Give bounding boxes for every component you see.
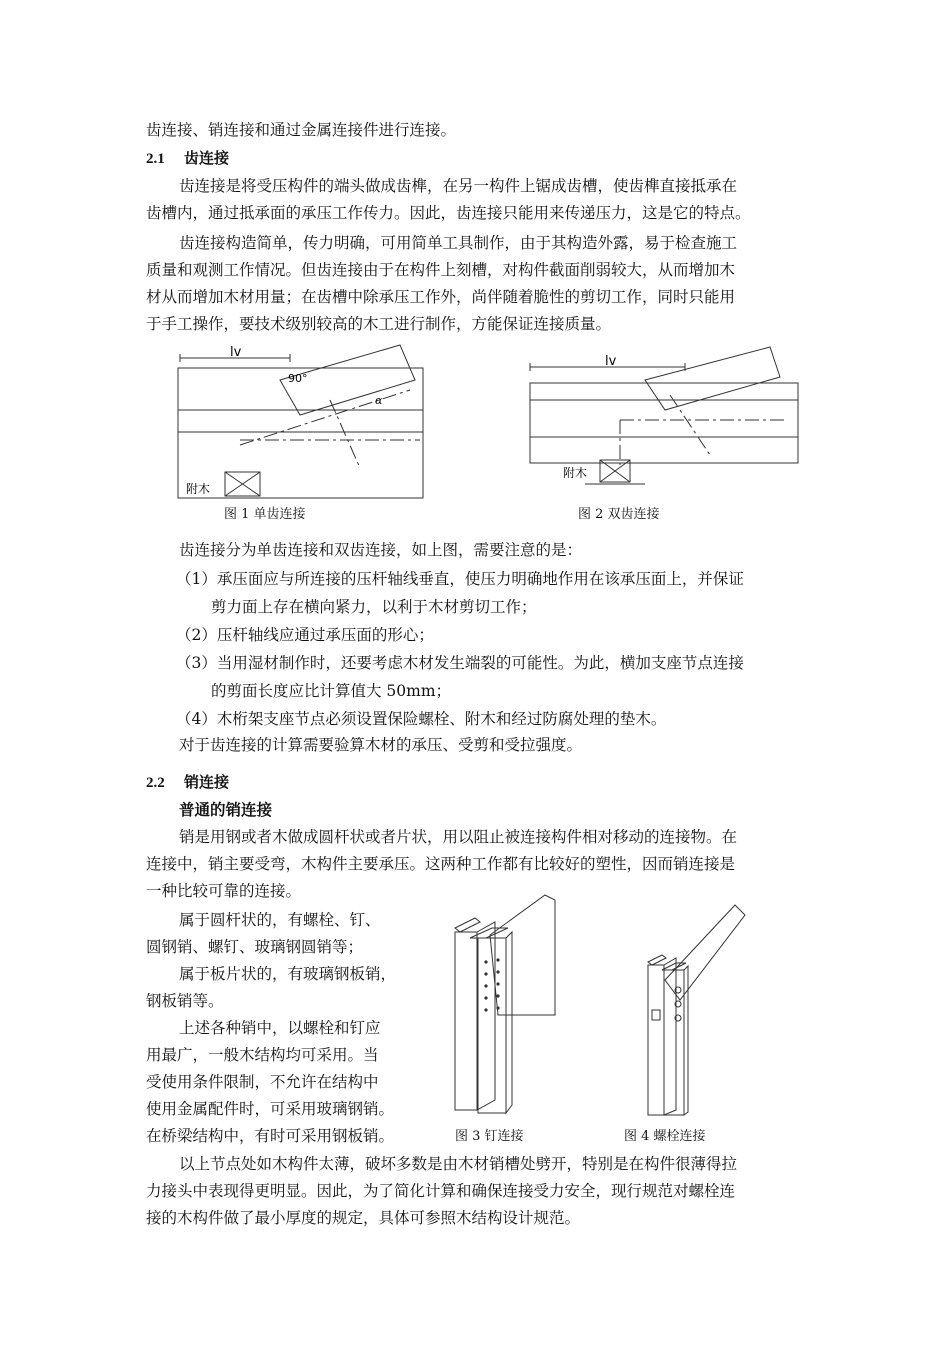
- paragraph-line: 钢板销等。: [146, 992, 224, 1010]
- figure-1-single-tooth-joint: [170, 340, 440, 505]
- subsection-title: 普通的销连接: [179, 800, 273, 819]
- fumu-label: 附木: [186, 482, 211, 496]
- list-item: （4）木桁架支座节点必须设置保险螺栓、附木和经过防腐处理的垫木。: [176, 710, 667, 728]
- closing-line: 对于齿连接的计算需要验算木材的承压、受剪和受拉强度。: [179, 736, 583, 754]
- section-title: 齿连接: [184, 149, 230, 167]
- angle-90-label: 90°: [288, 372, 308, 385]
- section-2-2-heading: [146, 769, 796, 796]
- paragraph-line: 用最广，一般木结构均可采用。当: [146, 1046, 379, 1064]
- list-item-continuation: 剪力面上存在横向紧力，以利于木材剪切工作；: [211, 598, 537, 616]
- list-item: （3）当用湿材制作时，还要考虑木材发生端裂的可能性。为此，横加支座节点连接: [176, 654, 744, 672]
- paragraph-line: 圆钢销、螺钉、玻璃钢圆销等；: [146, 938, 364, 956]
- intro-line: 齿连接、销连接和通过金属连接件进行连接。: [146, 121, 457, 139]
- paragraph-line: 齿连接构造简单，传力明确，可用简单工具制作，由于其构造外露，易于检查施工: [179, 234, 738, 252]
- figure-4-bolt-connection: [640, 900, 760, 1120]
- paragraph-line: 属于板片状的，有玻璃钢板销，: [179, 965, 397, 983]
- requirements-list: [176, 565, 744, 733]
- section-title: 销连接: [184, 773, 230, 791]
- alpha-label: α: [375, 394, 383, 407]
- paragraph-line: 连接中，销主要受弯，木构件主要承压。这两种工作都有比较好的塑性，因而销连接是: [146, 855, 736, 873]
- fumu-label: 附木: [563, 466, 588, 480]
- paragraph-line: 销是用钢或者木做成圆杆状或者片状，用以阻止被连接构件相对移动的连接物。在: [179, 828, 738, 846]
- paragraph-line: 一种比较可靠的连接。: [146, 882, 302, 900]
- list-item: （2）压杆轴线应通过承压面的形心；: [176, 626, 434, 644]
- paragraph-line: 上述各种销中，以螺栓和钉应: [179, 1019, 381, 1037]
- paragraph-line: 齿连接是将受压构件的端头做成齿榫，在另一构件上锯成齿槽，使齿榫直接抵承在: [179, 177, 738, 195]
- paragraph-line: 使用金属配件时，可采用玻璃钢销。: [146, 1100, 395, 1118]
- section-number: 2.1: [146, 151, 165, 167]
- lv-label: lv: [230, 345, 242, 360]
- figure-3-caption: 图 3 钉连接: [455, 1129, 524, 1144]
- paragraph-line: 于手工操作，要技术级别较高的木工进行制作，方能保证连接质量。: [146, 315, 612, 333]
- list-item: （1）承压面应与所连接的压杆轴线垂直，使压力明确地作用在该承压面上，并保证: [176, 570, 744, 588]
- paragraph-line: 属于圆杆状的，有螺栓、钉、: [179, 911, 381, 929]
- paragraph-line: 在桥梁结构中，有时可采用钢板销。: [146, 1127, 395, 1145]
- figure-1-caption: 图 1 单齿连接: [224, 507, 306, 522]
- paragraph-line: 受使用条件限制，不允许在结构中: [146, 1073, 379, 1091]
- paragraph-line: 以上节点处如木构件太薄，破坏多数是由木材销槽处劈开，特别是在构件很薄得拉: [179, 1155, 738, 1173]
- paragraph-line: 力接头中表现得更明显。因此，为了简化计算和确保连接受力安全，现行规范对螺栓连: [146, 1182, 736, 1200]
- figure-4-caption: 图 4 螺栓连接: [624, 1129, 706, 1144]
- figure-3-nail-connection: [450, 890, 570, 1120]
- paragraph-line: 质量和观测工作情况。但齿连接由于在构件上刻槽，对构件截面削弱较大，从而增加木: [146, 261, 736, 279]
- lv-label: lv: [605, 354, 617, 369]
- list-item-continuation: 的剪面长度应比计算值大 50mm；: [211, 682, 452, 700]
- paragraph-line: 接的木构件做了最小厚度的规定，具体可参照木结构设计规范。: [146, 1209, 581, 1227]
- section-2-1-heading: [146, 145, 796, 172]
- figure-2-double-tooth-joint: [525, 345, 805, 495]
- list-intro: 齿连接分为单齿连接和双齿连接，如上图，需要注意的是：: [179, 541, 583, 559]
- paragraph-line: 材从而增加木材用量；在齿槽中除承压工作外，尚伴随着脆性的剪切工作，同时只能用: [146, 288, 736, 306]
- section-number: 2.2: [146, 775, 165, 791]
- paragraph-line: 齿槽内，通过抵承面的承压工作传力。因此，齿连接只能用来传递压力，这是它的特点。: [146, 204, 751, 222]
- figure-2-caption: 图 2 双齿连接: [578, 507, 660, 522]
